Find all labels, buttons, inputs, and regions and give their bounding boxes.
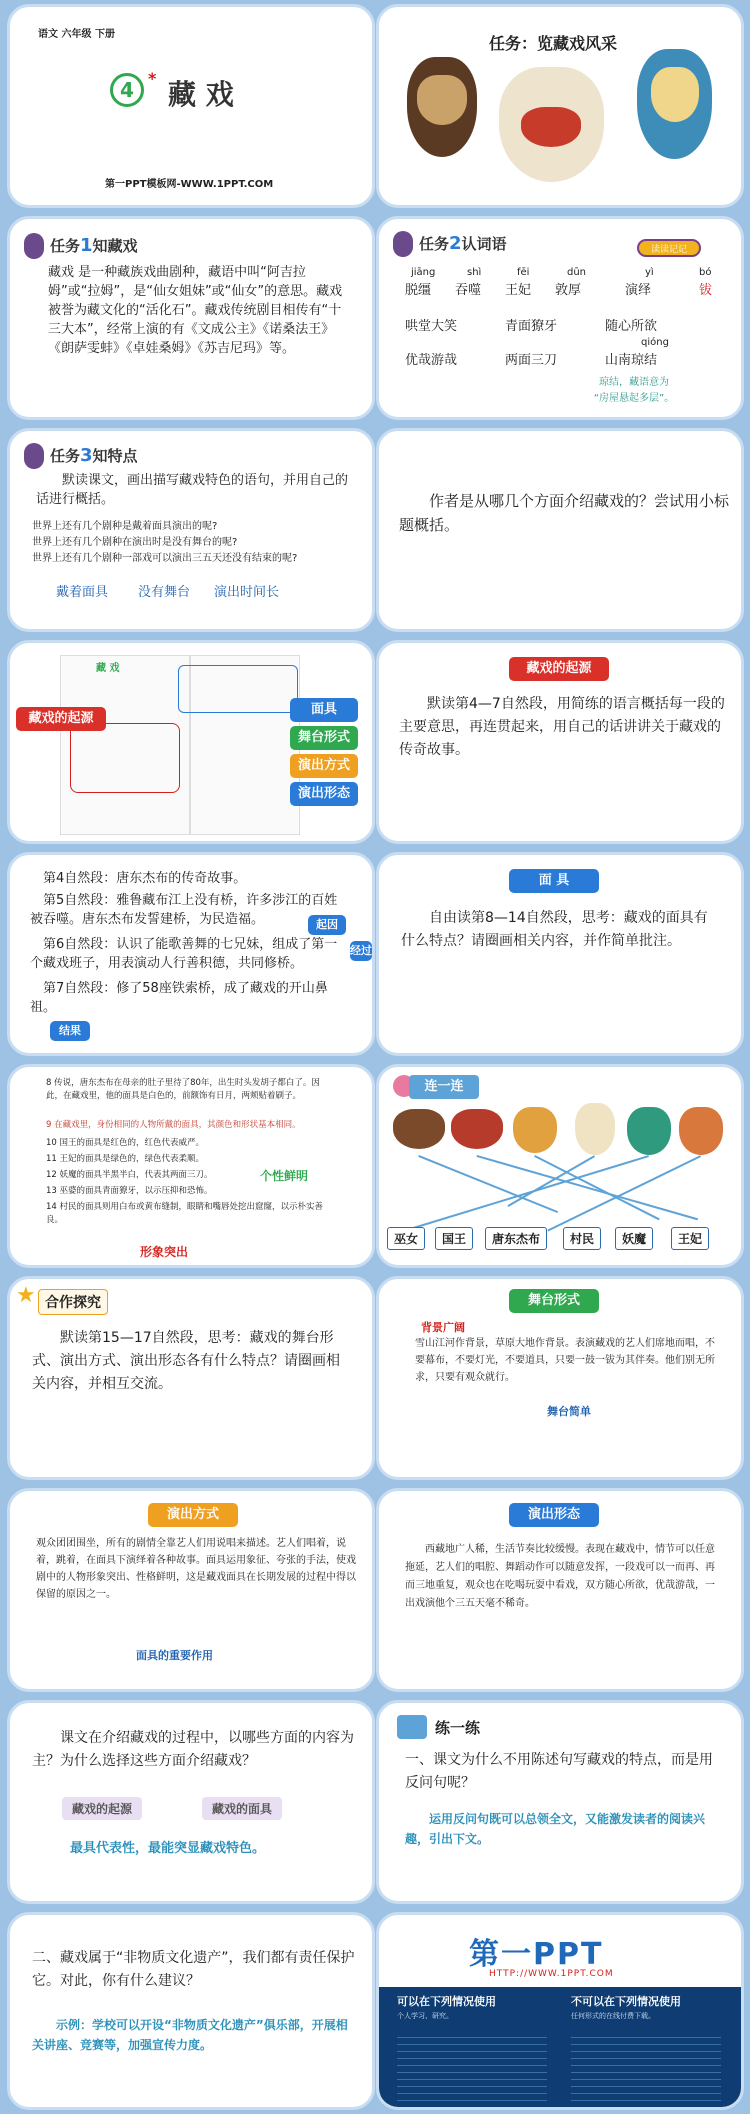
practice-label: 练一练 [435,1719,481,1737]
word: 吞噬 [455,283,482,298]
role-chip[interactable]: 唐东杰布 [485,1227,547,1250]
answer-3: 演出时间长 [214,585,280,600]
slide-match [376,1064,744,1268]
mask-image-c [513,1107,557,1153]
para-6: 第6自然段：认识了能歌善舞的七兄妹，组成了第一个藏戏班子，用表演动人行善积德，共同修桥。 [30,937,338,971]
note-line-1: 琼结，藏语意为 [599,377,669,388]
mask-image-d [575,1103,615,1155]
label-origin: 藏戏的起源 [16,707,106,731]
slide-task1 [7,216,375,420]
pin-icon [24,233,44,259]
forbidden-sub: 任何形式的在线付费下载。 [571,2012,655,2020]
role-chip[interactable]: 巫女 [387,1227,425,1250]
task2-heading: 任务2认词语 [419,233,507,254]
tag-result: 结果 [50,1021,90,1041]
vocab-row-1 [405,265,735,305]
slide-footer [376,1912,744,2110]
origin-text: 默读第4—7自然段，用简练的语言概括每一段的主要意思，再连贯起来，用自己的话讲讲关于藏戏的传奇故事。 [399,696,725,758]
line-14: 14 村民的面具则用白布或黄布缝制，眼睛和嘴唇处挖出窟窿，以示朴实善良。 [46,1202,324,1225]
pinyin: yì [645,267,654,278]
slide-heritage [7,1912,375,2110]
vocab-word: 山南琼结 [605,353,658,368]
line-12: 12 妖魔的面具半黑半白，代表其两面三刀。 [46,1170,213,1180]
form-text: 西藏地广人稀，生活节奏比较缓慢。表现在藏戏中，情节可以任意拖延，艺人们的唱腔、舞蹈动作可以随意发挥，一段戏可以一而再、再而三地重复，观众也在吃喝玩耍中看戏，双方随心所欲，优哉游哉，一出戏演他个三五天毫不稀奇。 [405,1544,715,1609]
para-4: 第4自然段：唐东杰布的传奇故事。 [43,871,247,886]
mask-face-1 [417,75,467,125]
para-7: 第7自然段：修了58座铁索桥，成了藏戏的开山鼻祖。 [30,981,328,1015]
slide-book-page [7,640,375,844]
slide-masks [376,4,744,208]
slide-origin [376,640,744,844]
role-chip[interactable]: 国王 [435,1227,473,1250]
stage-text: 雪山江河作背景，草原大地作背景。表演藏戏的艺人们席地而唱，不要幕布，不要灯光，不要道具，只要一鼓一钹为其伴奏。他们别无所求，只要有观众就行。 [415,1338,715,1383]
word: 王妃 [505,283,532,298]
mask-face-3 [651,67,699,122]
mask-image-b [451,1109,503,1149]
tag-cause: 起因 [308,915,346,935]
slide-practice [376,1700,744,1904]
slide-title [7,4,375,208]
line-8: 8 传说，唐东杰布在母亲的肚子里待了80年，出生时头发胡子都白了。因此，在藏戏里，他的面具是白色的，前额饰有日月，两颊贴着刷子。 [46,1078,320,1101]
site-label: 第一PPT模板网-WWW.1PPT.COM [105,179,274,190]
label-stage: 舞台形式 [509,1289,599,1313]
ppt-url[interactable]: HTTP://WWW.1PPT.COM [489,1969,614,1979]
vocab-word: 优哉游哉 [405,353,458,368]
label-mask: 面具 [290,698,358,722]
vocab-word: 哄堂大笑 [405,319,458,334]
mask-image-f [679,1107,723,1155]
summary-answer: 最具代表性，最能突显藏戏特色。 [70,1841,266,1856]
label-mask: 面 具 [509,869,599,893]
badge-read: 读读记记 [637,239,701,257]
line-13: 13 巫婆的面具青面獠牙，以示压抑和恐怖。 [46,1186,213,1196]
heritage-answer: 示例：学校可以开设“非物质文化遗产”俱乐部，开展相关讲座、竞赛等，加强宣传力度。 [32,2018,348,2052]
link-list-right [571,2031,721,2101]
task3-intro: 默读课文，画出描写藏戏特色的语句，并用自己的话进行概括。 [36,473,349,507]
word: 敦厚 [555,283,582,298]
label-method: 演出方式 [290,754,358,778]
pinyin: qióng [641,337,669,348]
allowed-title: 可以在下列情况使用 [397,1995,496,2008]
task3-heading: 任务3知特点 [50,445,138,466]
role-chip[interactable]: 妖魔 [615,1227,653,1250]
highlight-box [178,665,298,713]
vocab-word: 随心所欲 [605,319,658,334]
question-3: 世界上还有几个剧种一部戏可以演出三五天还没有结束的呢? [32,553,298,564]
label-stage: 舞台形式 [290,726,358,750]
task1-text: 藏戏 是一种藏族戏曲剧种，藏语中叫“阿吉拉姆”或“拉姆”，是“仙女姐妹”或“仙女”的意思。藏戏被誉为藏文化的“活化石”。藏戏传统剧目相传有“十三大本”，经常上演的有《文成公主》《诺桑法王》《朗萨雯蚌》《卓娃桑姆》《苏吉尼玛》等。 [48,265,343,356]
slide-method [7,1488,375,1692]
lesson-title: 藏 戏 [168,78,234,111]
heritage-question: 二、藏戏属于“非物质文化遗产”，我们都有责任保护它。对此，你有什么建议？ [32,1950,355,1989]
note-prominent: 形象突出 [140,1245,189,1259]
cooperate-text: 默读第15—17自然段，思考：藏戏的舞台形式、演出方式、演出形态各有什么特点？请圈画相关内容，并相互交流。 [32,1330,340,1392]
stage-note: 舞台简单 [547,1405,591,1418]
mask-text: 自由读第8—14自然段，思考：藏戏的面具有什么特点？请圈画相关内容，并作简单批注。 [401,910,708,949]
pinyin: dūn [567,267,587,278]
pinyin: shì [467,267,482,278]
pinyin: bó [699,267,712,278]
lesson-number: 4 [110,73,144,107]
mask-image-a [393,1109,445,1149]
match-label: 连一连 [409,1075,479,1099]
slide-task2 [376,216,744,420]
summary-chip: 藏戏的面具 [202,1797,282,1820]
mask-image-e [627,1107,671,1155]
star-icon: ★ [16,1283,36,1308]
allowed-sub: 个人学习、研究。 [397,2012,453,2020]
slide-task3 [7,428,375,632]
vocab-word: 两面三刀 [505,353,558,368]
line-10: 10 国王的面具是红色的，红色代表威严。 [46,1138,205,1148]
slide-cooperate [7,1276,375,1480]
highlight-box [70,723,180,793]
word: 演绎 [625,283,652,298]
word: 脱缰 [405,283,432,298]
pinyin: jiāng [411,267,436,278]
cooperate-label: 合作探究 [38,1289,108,1315]
stage-quote: 背景广阔 [421,1321,465,1334]
word: 钹 [699,283,713,298]
label-origin: 藏戏的起源 [509,657,609,681]
slide-mask [376,852,744,1056]
pin-icon [24,443,44,469]
forbidden-title: 不可以在下列情况使用 [571,1995,681,2008]
task-title: 任务：览藏戏风采 [489,34,618,53]
role-chip[interactable]: 村民 [563,1227,601,1250]
method-text: 观众团团围坐，所有的剧情全靠艺人们用说唱来描述。艺人们唱着，说着，跳着，在面具下演绎着各种故事。面具运用象征、夸张的手法，使戏剧中的人物形象突出、性格鲜明，这是藏戏面具在长期发展的过程中得以保留的原因之一。 [36,1538,356,1600]
practice-question: 一、课文为什么不用陈述句写藏戏的特点，而是用反问句呢？ [405,1752,713,1791]
pinyin: fēi [517,267,530,278]
link-list-left [397,2031,547,2101]
para-5: 第5自然段：雅鲁藏布江上没有桥，许多涉江的百姓被吞噬。唐东杰布发誓建桥，为民造福。 [30,893,338,927]
note-line-2: “房屋悬起多层”。 [593,393,675,404]
slide-paragraphs [7,852,375,1056]
slide-form [376,1488,744,1692]
question-1: 世界上还有几个剧种是戴着面具演出的呢? [32,521,218,532]
line-11: 11 王妃的面具是绿色的，绿色代表柔顺。 [46,1154,205,1164]
question-2: 世界上还有几个剧种在演出时是没有舞台的呢? [32,537,238,548]
task1-heading: 任务1知藏戏 [50,235,138,256]
summary-question: 课文在介绍藏戏的过程中，以哪些方面的内容为主？为什么选择这些方面介绍藏戏？ [32,1730,354,1769]
answer-1: 戴着面具 [56,585,109,600]
practice-answer: 运用反问句既可以总领全文，又能激发读者的阅读兴趣，引出下文。 [405,1812,706,1846]
slide-mask-text [7,1064,375,1268]
slide-summary [7,1700,375,1904]
tag-process: 经过 [350,941,372,961]
summary-chip: 藏戏的起源 [62,1797,142,1820]
match-line [547,1155,701,1231]
question-text: 作者是从哪几个方面介绍藏戏的？尝试用小标题概括。 [399,492,730,534]
subject-label: 语文 六年级 下册 [38,29,115,40]
ppt-logo: 第一PPT [469,1937,604,1972]
book-title: 藏 戏 [96,663,120,674]
method-note: 面具的重要作用 [136,1649,213,1662]
label-form: 演出形态 [509,1503,599,1527]
note-vivid: 个性鲜明 [260,1169,309,1183]
role-chip[interactable]: 王妃 [671,1227,709,1250]
lesson-star: * [148,69,157,88]
notebook-icon [397,1715,427,1739]
slide-question [376,428,744,632]
label-form: 演出形态 [290,782,358,806]
pin-icon [393,231,413,257]
slide-stage [376,1276,744,1480]
vocab-word: 青面獠牙 [505,319,558,334]
label-method: 演出方式 [148,1503,238,1527]
mask-face-2 [521,107,581,147]
line-9: 9 在藏戏里，身份相同的人物所戴的面具，其颜色和形状基本相同。 [46,1120,301,1130]
answer-2: 没有舞台 [138,585,191,600]
